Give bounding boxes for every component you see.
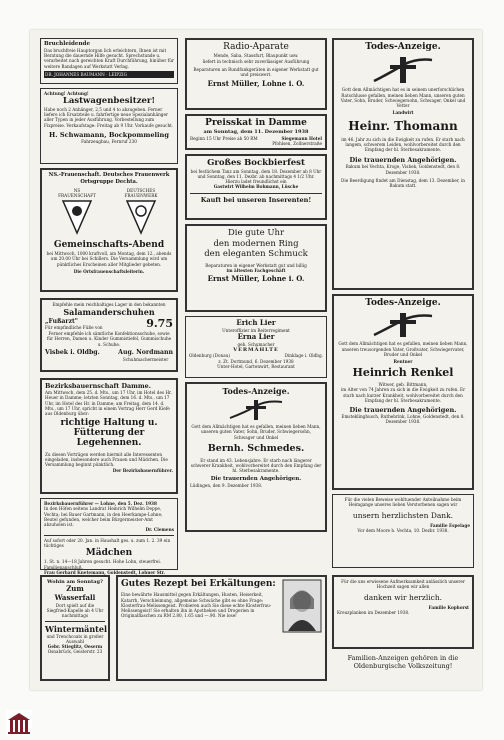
- ad-more: Ferner empfehle ich sämtliche Konfektionsschuhe, sowie für Herren, Damen u. Kinder Gummistiefel, Gummischuhe u. Schuhe.: [46, 331, 172, 347]
- ad-body: Für die uns erwiesene Aufmerksamkeit anlässlich unserer Hochzeit sagen wir allen: [341, 579, 465, 590]
- ad-sign: Familie Kophorst: [428, 604, 469, 610]
- ad-service: Reparaturen an Rundfunkgeräten in eigener Werkstatt gut und preiswert.: [193, 66, 319, 77]
- library-building-logo: [6, 710, 32, 736]
- ad-title: Radio-Aparate: [223, 42, 289, 52]
- ad-foot: Die Beerdigung findet am Dienstag, dem 13. Dezember, in Bakum statt.: [341, 177, 465, 189]
- ad-label: Rentner: [393, 359, 413, 364]
- cross-palm-icon: [370, 311, 436, 339]
- ad-title: Bruchleidende: [44, 41, 91, 47]
- ad-frauenschaft: [40, 168, 178, 292]
- ad-owner: Ernst Müller, Lohne i. O.: [207, 79, 305, 89]
- ad-slogan: Kauft bei unseren Inserenten!: [190, 193, 322, 204]
- triangle-emblem-icon: [125, 199, 157, 235]
- ad-body: Habe noch 2 Anhänger, 2,5 und 4 to abzugeben. Ferner liefere ich Ersatzteile u. fahrfertige neue Spezialanhänger aller Typen in jeder Ausführung. Vorbestellung zum Fixpreise. Verkaufstage: Freitag ab 9 Uhr. Vorkaufe gesucht.: [44, 106, 174, 128]
- model-name: „Fußarzt": [45, 317, 78, 325]
- ad-title: Bezirksbauernschaft Damme.: [45, 382, 151, 390]
- notice-addr: Frau Gerhard Knetemann, Goldenstedt, Lohner Str.: [44, 569, 165, 575]
- ad-sign: Die Ortsfrauenschaftsleiterin.: [73, 268, 145, 274]
- deceased-name: Bernh. Schmedes.: [207, 442, 305, 454]
- ad-date: Kreuzplanken im Dezember 1938.: [337, 610, 410, 616]
- ad-sub: Dort spielt auf die Siegfried-Kapelle ab 4 Uhr nachmittags: [46, 602, 104, 619]
- ad-shop: im ältesten Fachgeschäft: [226, 268, 286, 274]
- name-1: Erich Lier: [236, 318, 276, 327]
- place-2: Dinklage i. Oldbg.: [284, 353, 323, 359]
- name-2-sub: geb. Schumacher: [237, 341, 275, 347]
- ad-bruchleidende: [40, 38, 178, 84]
- shop-name: Visbek i. Oldbg.: [45, 348, 100, 356]
- ad-body: Das bruchfreie Hauptorgan lich erleichtern, Ihnen ist mit Beratung die dauernde Hilfe gesucht. Sprechstunde u. verarbeitet nach gereichten Kraft Durchführung, hinüber für weitere Bandagen auf Werkstatt Verlag.: [44, 47, 174, 69]
- ad-mourn: Die trauernden Angehörigen.: [349, 406, 457, 414]
- ad-body: und Trenchcoats in großer Auswahl: [46, 633, 104, 644]
- ad-brand: DR. JOHANNES BAUMANN · LEIPZIG: [44, 71, 174, 78]
- ad-body: bei festlichem Tanz am Sonntag, dem 18. Dezember ab 8 Uhr und Sonntag, den 11. Dezbr. ab nachmittags 4 1/2 Uhr. Hierzu ladet freundlichst ein: [190, 168, 322, 185]
- ad-sign: Familie Espelage: [430, 522, 470, 528]
- ad-question: Wohin am Sonntag?: [47, 579, 103, 585]
- place-1: Oldenburg (Donau): [189, 353, 231, 359]
- ad-line: liefert in technisch sehr zuverlässiger Ausführung: [202, 58, 310, 64]
- cross-palm-icon: [370, 55, 436, 85]
- name-1-sub: Unteroffizier im Reiterregiment: [222, 327, 290, 333]
- ad-title: Salamanderschuhen: [63, 307, 155, 318]
- owner-sub: Schuhmachermeister: [122, 356, 169, 362]
- triangle-emblem-icon: [61, 199, 93, 235]
- ad-title: Lastwagenbesitzer!: [62, 96, 156, 107]
- ad-place: Bakum bei Vechta, Kroge, Visbek, Goldenstedt, den 8. Dezember 1938.: [345, 164, 461, 175]
- badge-frauenschaft: [58, 188, 96, 237]
- ad-title: Gutes Rezept bei Erkältungen:: [121, 579, 276, 589]
- ad-topic: richtige Haltung u. Fütterung der Legehennen.: [60, 418, 158, 449]
- ad-addr: Unter-Hotel, Gartenwirt, Restaurant: [217, 363, 295, 369]
- ad-title: Großes Bockbierfest: [207, 158, 305, 168]
- ad-place: Emsteklingbusch, Ruthebrink, Lohne, Goldenstedt, den 8. Dezember 1938.: [341, 414, 465, 425]
- ad-salamander: [40, 298, 178, 372]
- ad-brands: Mende, Saba, Stassfurt, Blaupunkt usw.: [213, 53, 299, 59]
- shop-name: Gebr. Stieglitz, Oeserm: [47, 644, 103, 649]
- notices-block: [40, 498, 178, 575]
- ad-lastwagen: [40, 88, 178, 164]
- ad-main: danken wir herzlich.: [363, 592, 443, 602]
- ad-sub: Beginn 15 Uhr Preise ab 50 RM: [190, 135, 258, 141]
- notice-line: Bezirksbauernführer — Lohne, den 5. Dez. 1938: [44, 501, 157, 506]
- ad-radio: [185, 38, 327, 110]
- ad-title: Preisskat in Damme: [205, 118, 307, 128]
- ad-body2: im 46. Jahr zu sich in die Ewigkeit zu rufen. Er starb nach langem, schwerem Leiden, wohlvorbereitet durch den Empfang der hl. Sterbesakramente.: [341, 136, 465, 152]
- owner-name: Aug. Nordmann: [118, 348, 173, 356]
- ad-date: z. Zt. Dortmund, 6. Dezember 1938: [218, 358, 294, 364]
- ad-line: den eleganten Schmuck: [204, 249, 308, 260]
- ad-body: Gott dem Allmächtigen hat es gefallen, meinen lieben Mann, unseren treusorgenden Vater, Großvater, Schwiegervater, Bruder und Onkel: [338, 341, 468, 357]
- ad-title: Todes-Anzeige.: [222, 386, 290, 396]
- ad-host: Gastwirt Wilhelm Bohmann, Lüsche: [213, 184, 299, 190]
- event-title: Gemeinschafts-Abend: [53, 239, 165, 250]
- name-2: Erna Lier: [237, 332, 275, 341]
- deceased-name: Heinr. Thomann: [348, 118, 458, 133]
- ad-todes-schmedes: [185, 382, 327, 532]
- notice-body: 1. St. n. 14—18 Jahren gesucht. Hohe Lohn, steuerfrei. Familienanschluß.: [44, 559, 162, 570]
- ad-line: Die gute Uhr: [227, 228, 285, 238]
- ad-body: Gott dem Allmächtigen hat es gefallen, meinen lieben Mann, unseren guten Vater, Sohn, Bruder, Schwiegersohn, Schwager und Onkel: [191, 424, 321, 440]
- ad-body: Gott dem Allmächtigen hat es in seinem unerforschlichen Ratschlusse gefallen, meinen lieben Mann, unseren guten Vater, Sohn, Bruder, Schwiegersohn, Schwager, Onkel und Vetter: [340, 87, 466, 108]
- ad-bockbier: [185, 154, 327, 220]
- ad-title: NS.-Frauenschaft. Deutsches Frauenwerk Ortsgruppe Dechta.: [48, 172, 170, 185]
- ad-body: bei Mittwoch, 1000 kraftvoll, am Montag, dem 12., abends um 20.00 Uhr bei Schillers. Die Versammlung wird um pünktliches Erscheinen aller Mitglieder gebeten.: [46, 251, 172, 267]
- ad-rezept: [116, 575, 327, 681]
- ad-body2: Er stand im 43. Lebensjahre. Er starb nach längerer schwerer Krankheit, wohlvorbereitet durch den Empfang der hl. Sterbesakramente.: [190, 457, 322, 474]
- footer-line: Familien-Anzeigen gehören in die: [347, 654, 459, 662]
- footer-slogan: [332, 654, 474, 671]
- ad-foot: Zu diesen Vorträgen werden hiermit alle Interessenten eingeladen, insbesondere auch Frauen und Mädchen. Die Versammlung beginnt pünktlich.: [45, 451, 168, 468]
- ad-date: am Sonntag, dem 11. Dezember 1938: [203, 129, 309, 136]
- ad-mourn: Die trauernden Angehörigen.: [349, 156, 457, 165]
- badge-label: DEUTSCHES FRAUENWERK: [124, 188, 158, 199]
- ad-lead: Empfehle mein reichhaltiges Lager in den bekannten: [52, 302, 166, 307]
- cross-palm-icon: [226, 398, 286, 422]
- notice-line: Auf sofort oder 20. Jan. in Haushalt ges. u. zum 1. 2. 39 ein tüchtiges: [44, 537, 171, 548]
- ad-owner: Ernst Müller, Lohne i. O.: [207, 274, 305, 284]
- ad-dank-kophorst: [332, 575, 474, 649]
- model-desc: Für empfindliche Füße von: [45, 325, 103, 331]
- ad-line: den modernen Ring: [213, 238, 299, 249]
- badge-frauenwerk: [122, 188, 160, 237]
- ad-todes-thomann: [332, 38, 474, 290]
- newspaper-page: [30, 30, 482, 690]
- notice-body: In den Höfen seitens Landrat Heinrich Wilhelm Deppe, Vechta; bei Bauer Gartmann, in den Heerkampe-Lohne; Beutel gefunden, welcher beim Bürgermeister-Amt abzuholen ist.: [44, 506, 163, 527]
- ad-sub: Witwer, geb. Bittmann,: [378, 382, 428, 387]
- ad-title2: Wintermäntel: [45, 623, 107, 634]
- ad-mourn: Die trauernden Angehörigen.: [210, 476, 302, 483]
- ad-bauernschaft: [40, 378, 178, 494]
- ad-host: Siegemann Hotel: [281, 135, 322, 141]
- ad-top: Achtung! Achtung!: [44, 91, 89, 96]
- price: 9.75: [146, 317, 173, 331]
- notice-sign: Dr. Clemens: [145, 527, 174, 533]
- ad-todes-renkel: [332, 294, 474, 490]
- notice-title: Mädchen: [85, 548, 133, 558]
- ad-word: VERMÄHLTE: [233, 347, 279, 353]
- ad-name: H. Schwamann, Bockpommeling: [49, 130, 169, 139]
- ad-sign: Der Bezirksbauernführer.: [112, 467, 173, 473]
- badge-label: NS FRAUENSCHAFT: [58, 188, 96, 199]
- ad-date: Vor dem Moore b. Vechta, 10. Dezbr. 1938.: [357, 528, 449, 534]
- nun-portrait-icon: [282, 579, 322, 633]
- ad-uhr: [185, 224, 327, 312]
- deceased-name: Heinrich Renkel: [352, 366, 454, 380]
- ad-preisskat: [185, 114, 327, 150]
- shop-addr: Osnabrück, Geisterstr. 23: [47, 649, 103, 655]
- ad-body: Eine bewährte Hausmittel gegen Erkältungen, Husten, Heiserkeit, Katarrh, Verschleimung, allgemeine Schwäche gibt es ohne Frage: Klosterfrau-Melissengeist. Probieren auch Sie diese echte Klosterfrau-Melissengeist! Sie erhalten ihn in Apotheken und Drogerien in Originalflaschen zu RM 2.80, 1.65 und —.90. Nie lose!: [121, 592, 272, 619]
- ad-sub: Fahrzeugbau, Fernruf 230: [81, 139, 137, 145]
- ad-service: Reparaturen in eigener Werkstatt gut und billig: [205, 262, 307, 268]
- ad-body: Am Mittwoch, dem 25. d. Mts., um 17 Uhr, im Hotel des Hr. Heuer in Damme; letzten Sonntag, dem 16. d. Mts., um 17 Uhr, im Hotel des Hr. in Damme; am Freitag, dem 14. d. Mts., um 17 Uhr, spricht in einem Vortrag Herr Gerd Kiefe aus Oldenburg über:: [45, 390, 172, 416]
- ad-date: Lüdingen, den 9. Dezember 1938.: [190, 483, 263, 489]
- ad-dank-espelage: [332, 494, 474, 568]
- footer-line: Oldenburgische Volkszeitung!: [353, 662, 453, 671]
- ad-label: Landwirt: [392, 110, 414, 116]
- ad-main: unsern herzlichsten Dank.: [352, 510, 454, 520]
- ad-vermaehlte: [185, 316, 327, 378]
- ad-body2: im Alter von 74 Jahren zu sich in die Ewigkeit zu rufen. Er starb nach kurzer Krankheit, wohlvorbereitet durch den Empfang der hl. Sterbesakramente.: [340, 387, 466, 403]
- ad-title: Todes-Anzeige.: [365, 42, 441, 52]
- ad-body: Für die vielen Beweise wohltuender Anteilnahme beim Heimgange unseres lieben Verstorbenen sagen wir: [344, 497, 462, 508]
- ad-owner: Pfohlsen, Zollnerstraße: [272, 140, 322, 146]
- ad-title: Todes-Anzeige.: [365, 298, 441, 308]
- ad-title: Zum Wasserfall: [54, 584, 96, 602]
- ad-wasserfall: [40, 575, 110, 681]
